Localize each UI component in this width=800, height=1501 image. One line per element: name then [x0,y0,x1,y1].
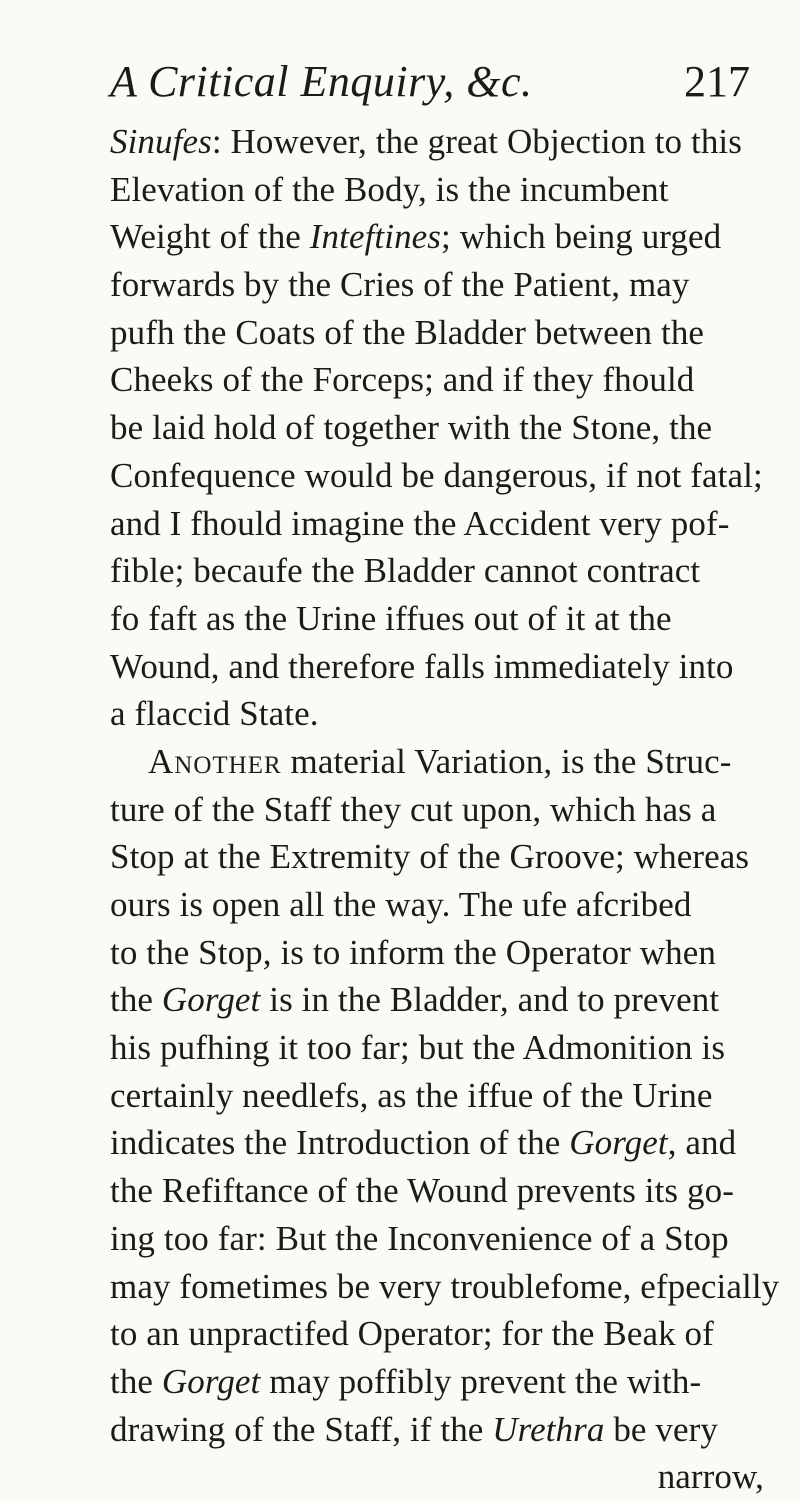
line-text: be very [604,1409,719,1449]
text-line [110,118,770,166]
text-line [110,1406,770,1454]
text-line [110,929,770,977]
line-text: a flaccid State. [110,694,319,734]
text-line [110,166,770,214]
line-text: material Variation, is the Struc- [281,741,732,781]
line-text: Elevation of the Body, is the incumbent [110,169,669,209]
text-line [110,881,770,929]
line-text: ours is open all the way. The ufe afcribed [110,885,692,924]
text-line [110,786,770,834]
line-text: , and [667,1123,737,1163]
text-line [110,1167,770,1215]
line-text: the [110,980,162,1020]
text-line [110,213,770,261]
line-text: ture of the Staff they cut upon, which has a [110,789,717,829]
text-line [110,643,770,691]
text-line [110,833,770,881]
text-line [110,356,770,404]
text-line [110,452,770,500]
text-line [110,309,770,357]
text-line [110,976,770,1024]
text-line [110,1119,770,1167]
text-line [110,595,770,643]
line-text: and I fhould imagine the Accident very pof- [110,503,730,543]
page-number: 217 [684,57,750,106]
body-text [110,118,780,1501]
text-line [110,1263,780,1311]
paragraph-start-line [110,738,770,786]
text-line [110,500,770,548]
line-text: may poffibly prevent the with- [260,1361,702,1401]
small-caps-word: Another [148,741,282,781]
line-text: Wound, and therefore falls immediately into [110,646,734,686]
line-text: his pufhing it too far; but the Admonition is [110,1028,726,1068]
page-header [110,56,750,112]
line-text: : However, the great Objection to this [211,122,742,161]
italic-word: Sinufes [110,122,212,161]
line-text: Stop at the Extremity of the Groove; whereas [110,837,750,877]
line-text: Cheeks of the Forceps; and if they fhould [110,360,695,400]
line-text: fo faft as the Urine iffues out of it at the [110,598,672,638]
line-text: indicates the Introduction of the [110,1123,570,1163]
italic-word: Inteftines [309,217,442,257]
line-text: ing too far: But the Inconvenience of a Stop [110,1218,729,1258]
text-line [110,1215,770,1263]
text-line [110,404,770,452]
line-text: Confequence would be dangerous, if not fatal; [110,455,763,495]
text-line [110,1358,770,1406]
text-line [110,690,770,738]
line-text: drawing of the Staff, if the [110,1409,493,1449]
italic-word: Gorget [161,980,261,1020]
line-text: certainly needlefs, as the iffue of the Urine [110,1075,713,1115]
line-text: be laid hold of together with the Stone, the [110,408,713,448]
line-text: to the Stop, is to inform the Operator when [110,932,716,972]
text-line [110,1072,770,1120]
catchword: narrow, [657,1457,764,1497]
italic-word: Urethra [492,1409,605,1449]
line-text: to an unpractifed Operator; for the Beak of [110,1314,714,1354]
line-text: may fometimes be very troublefome, efpecially [110,1266,780,1306]
line-text: Weight of the [110,217,310,257]
italic-word: Gorget [569,1123,668,1163]
text-line [110,1024,770,1072]
line-text: the [110,1361,162,1401]
line-text: fible; becaufe the Bladder cannot contract [110,551,701,591]
text-line [110,261,770,309]
text-line [110,1310,770,1358]
running-title: A Critical Enquiry, &c. [110,57,533,106]
line-text: ; which being urged [441,217,722,257]
line-text: forwards by the Cries of the Patient, may [110,265,690,305]
line-text: the Refiftance of the Wound prevents its go- [110,1171,734,1211]
line-text: pufh the Coats of the Bladder between the [110,312,705,352]
italic-word: Gorget [161,1361,261,1401]
text-line [110,547,770,595]
line-text: is in the Bladder, and to prevent [260,980,720,1020]
